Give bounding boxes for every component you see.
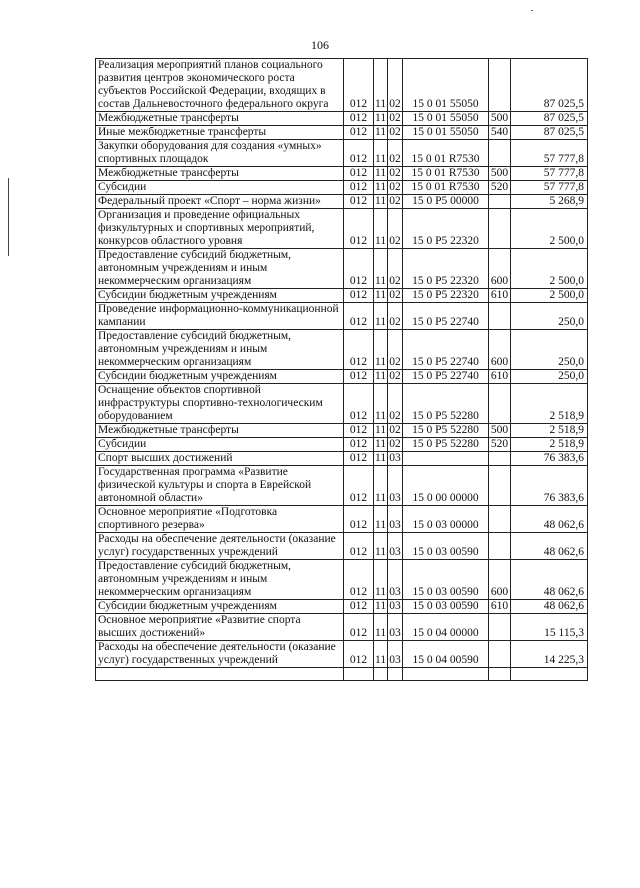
- expense-type-code: [489, 614, 511, 641]
- subsection-code: 02: [389, 370, 401, 382]
- amount: 76 383,6: [511, 466, 588, 506]
- target-item-code: 15 0 03 00590: [403, 533, 489, 560]
- section-code: 11: [375, 452, 387, 464]
- subsection-code: 02: [388, 303, 403, 330]
- amount: 2 500,0: [511, 249, 588, 289]
- subsection-code: 02: [388, 209, 403, 249]
- row-name: Расходы на обеспечение деятельности (оказание услуг) государственных учреждений: [96, 533, 344, 560]
- amount: 5 268,9: [511, 195, 588, 209]
- section-code: 11: [375, 181, 387, 193]
- ministry-code: 012: [344, 506, 374, 533]
- expense-type-code: [489, 59, 511, 112]
- subsection-code: 02: [389, 195, 401, 207]
- row-name: Межбюджетные трансферты: [96, 167, 344, 181]
- target-item-code: 15 0 01 55050: [403, 126, 489, 140]
- section-code: 11: [374, 303, 388, 330]
- target-item-code: 15 0 P5 52280: [403, 424, 489, 438]
- amount: 250,0: [511, 303, 588, 330]
- budget-table: [95, 58, 588, 681]
- ministry-code: 012: [344, 209, 374, 249]
- expense-type-code: [489, 195, 511, 209]
- blank-cell: [96, 668, 344, 681]
- table-row: [96, 209, 588, 249]
- target-item-code: 15 0 01 R7530: [403, 167, 489, 181]
- amount: 76 383,6: [511, 452, 588, 466]
- target-item-code: 15 0 P5 22740: [403, 303, 489, 330]
- expense-type-code: 520: [489, 181, 511, 195]
- subsection-code: 02: [388, 59, 403, 112]
- table-row: [96, 181, 588, 195]
- expense-type-code: 610: [489, 600, 511, 614]
- table-row: [96, 506, 588, 533]
- ministry-code: 012: [344, 140, 374, 167]
- expense-type-code: 600: [489, 330, 511, 370]
- target-item-code: 15 0 03 00590: [403, 560, 489, 600]
- row-name: Основное мероприятие «Развитие спорта высших достижений»: [96, 614, 344, 641]
- table-row: [96, 289, 588, 303]
- ministry-code: 012: [344, 452, 374, 466]
- ministry-code: 012: [344, 384, 374, 424]
- table-body: [96, 59, 588, 681]
- subsection-code: 02: [389, 289, 401, 301]
- row-name: Расходы на обеспечение деятельности (оказание услуг) государственных учреждений: [96, 641, 344, 668]
- table-row: [96, 614, 588, 641]
- target-item-code: 15 0 P5 22320: [403, 289, 489, 303]
- subsection-code: 03: [389, 600, 401, 612]
- row-name: Субсидии бюджетным учреждениям: [96, 370, 344, 384]
- section-code: 11: [374, 614, 388, 641]
- table-row: [96, 641, 588, 668]
- section-code: 11: [374, 330, 388, 370]
- expense-type-code: 500: [489, 167, 511, 181]
- section-code: 11: [375, 438, 387, 450]
- amount: 250,0: [511, 370, 588, 384]
- section-code: 11: [374, 506, 388, 533]
- target-item-code: 15 0 01 55050: [403, 112, 489, 126]
- amount: 2 518,9: [511, 384, 588, 424]
- section-code: 11: [375, 370, 387, 382]
- target-item-code: 15 0 P5 22320: [403, 249, 489, 289]
- table-row: [96, 330, 588, 370]
- target-item-code: 15 0 04 00590: [403, 641, 489, 668]
- subsection-code: 03: [389, 452, 401, 464]
- row-name: Предоставление субсидий бюджетным, автономным учреждениям и иным некоммерческим организациям: [96, 560, 344, 600]
- expense-type-code: 610: [489, 370, 511, 384]
- expense-type-code: 610: [489, 289, 511, 303]
- amount: 48 062,6: [511, 506, 588, 533]
- section-code: 11: [374, 249, 388, 289]
- section-code: 11: [375, 424, 387, 436]
- target-item-code: 15 0 01 R7530: [403, 181, 489, 195]
- section-code: 11: [375, 167, 387, 179]
- row-name: Реализация мероприятий планов социального развития центров экономического роста субъектов Российской Федерации, входящих в состав Дальневосточного федерального округа: [96, 59, 344, 112]
- table-row: [96, 167, 588, 181]
- amount: 87 025,5: [511, 126, 588, 140]
- row-name: Субсидии: [96, 181, 344, 195]
- subsection-code: 02: [389, 181, 401, 193]
- amount: 48 062,6: [511, 560, 588, 600]
- subsection-code: 02: [389, 112, 401, 124]
- subsection-code: 02: [389, 167, 401, 179]
- amount: 2 500,0: [511, 289, 588, 303]
- expense-type-code: 540: [489, 126, 511, 140]
- expense-type-code: 500: [489, 112, 511, 126]
- section-code: 11: [375, 112, 387, 124]
- ministry-code: 012: [344, 466, 374, 506]
- amount: 2 518,9: [511, 424, 588, 438]
- ministry-code: 012: [344, 560, 374, 600]
- row-name: Иные межбюджетные трансферты: [96, 126, 344, 140]
- blank-cell: [374, 668, 388, 681]
- amount: 15 115,3: [511, 614, 588, 641]
- subsection-code: 02: [389, 126, 401, 138]
- row-name: Проведение информационно-коммуникационной кампании: [96, 303, 344, 330]
- subsection-code: 03: [388, 641, 403, 668]
- ministry-code: 012: [344, 438, 374, 452]
- blank-cell: [489, 668, 511, 681]
- target-item-code: 15 0 P5 22740: [403, 370, 489, 384]
- subsection-code: 03: [388, 466, 403, 506]
- amount: 57 777,8: [511, 181, 588, 195]
- amount: 250,0: [511, 330, 588, 370]
- blank-cell: [511, 668, 588, 681]
- section-code: 11: [374, 466, 388, 506]
- expense-type-code: 600: [489, 249, 511, 289]
- section-code: 11: [374, 641, 388, 668]
- target-item-code: 15 0 P5 22320: [403, 209, 489, 249]
- target-item-code: 15 0 03 00590: [403, 600, 489, 614]
- expense-type-code: [489, 533, 511, 560]
- amount: 2 500,0: [511, 209, 588, 249]
- expense-type-code: [489, 466, 511, 506]
- blank-cell: [388, 668, 403, 681]
- table-row-blank: [96, 668, 588, 681]
- ministry-code: 012: [344, 181, 374, 195]
- row-name: Предоставление субсидий бюджетным, автономным учреждениям и иным некоммерческим организациям: [96, 249, 344, 289]
- subsection-code: 02: [388, 249, 403, 289]
- ministry-code: 012: [344, 59, 374, 112]
- target-item-code: 15 0 P5 52280: [403, 438, 489, 452]
- table-row: [96, 384, 588, 424]
- table-row: [96, 303, 588, 330]
- section-code: 11: [374, 384, 388, 424]
- subsection-code: 03: [388, 614, 403, 641]
- ministry-code: 012: [344, 424, 374, 438]
- subsection-code: 02: [389, 438, 401, 450]
- row-name: Федеральный проект «Спорт – норма жизни»: [96, 195, 344, 209]
- amount: 87 025,5: [511, 59, 588, 112]
- ministry-code: 012: [344, 370, 374, 384]
- target-item-code: 15 0 03 00000: [403, 506, 489, 533]
- section-code: 11: [375, 195, 387, 207]
- ministry-code: 012: [344, 289, 374, 303]
- subsection-code: 03: [388, 533, 403, 560]
- target-item-code: 15 0 00 00000: [403, 466, 489, 506]
- expense-type-code: [489, 641, 511, 668]
- section-code: 11: [375, 600, 387, 612]
- subsection-code: 02: [389, 424, 401, 436]
- table-row: [96, 112, 588, 126]
- target-item-code: 15 0 P5 22740: [403, 330, 489, 370]
- table-row: [96, 533, 588, 560]
- row-name: Межбюджетные трансферты: [96, 424, 344, 438]
- ministry-code: 012: [344, 112, 374, 126]
- row-name: Закупки оборудования для создания «умных» спортивных площадок: [96, 140, 344, 167]
- section-code: 11: [375, 289, 387, 301]
- ministry-code: 012: [344, 641, 374, 668]
- table-row: [96, 370, 588, 384]
- expense-type-code: [489, 140, 511, 167]
- ministry-code: 012: [344, 330, 374, 370]
- expense-type-code: [489, 506, 511, 533]
- row-name: Спорт высших достижений: [96, 452, 344, 466]
- subsection-code: 03: [388, 560, 403, 600]
- margin-line: [8, 178, 9, 256]
- expense-type-code: 520: [489, 438, 511, 452]
- row-name: Основное мероприятие «Подготовка спортивного резерва»: [96, 506, 344, 533]
- table-row: [96, 140, 588, 167]
- subsection-code: 02: [388, 140, 403, 167]
- target-item-code: 15 0 P5 52280: [403, 384, 489, 424]
- table-row: [96, 560, 588, 600]
- expense-type-code: [489, 303, 511, 330]
- section-code: 11: [374, 140, 388, 167]
- target-item-code: 15 0 01 R7530: [403, 140, 489, 167]
- table-row: [96, 126, 588, 140]
- page-number: 106: [311, 38, 329, 52]
- section-code: 11: [374, 560, 388, 600]
- target-item-code: 15 0 P5 00000: [403, 195, 489, 209]
- table-row: [96, 249, 588, 289]
- row-name: Оснащение объектов спортивной инфраструктуры спортивно-технологическим оборудованием: [96, 384, 344, 424]
- ministry-code: 012: [344, 303, 374, 330]
- blank-cell: [403, 668, 489, 681]
- ministry-code: 012: [344, 195, 374, 209]
- table-row: [96, 59, 588, 112]
- target-item-code: 15 0 01 55050: [403, 59, 489, 112]
- expense-type-code: 600: [489, 560, 511, 600]
- subsection-code: 03: [388, 506, 403, 533]
- amount: 57 777,8: [511, 167, 588, 181]
- amount: 14 225,3: [511, 641, 588, 668]
- section-code: 11: [375, 126, 387, 138]
- subsection-code: 02: [388, 330, 403, 370]
- table-row: [96, 424, 588, 438]
- target-item-code: 15 0 04 00000: [403, 614, 489, 641]
- subsection-code: 02: [388, 384, 403, 424]
- row-name: Субсидии бюджетным учреждениям: [96, 289, 344, 303]
- expense-type-code: [489, 209, 511, 249]
- expense-type-code: [489, 384, 511, 424]
- ministry-code: 012: [344, 249, 374, 289]
- table-row: [96, 466, 588, 506]
- expense-type-code: [489, 452, 511, 466]
- expense-type-code: 500: [489, 424, 511, 438]
- section-code: 11: [374, 533, 388, 560]
- row-name: Предоставление субсидий бюджетным, автономным учреждениям и иным некоммерческим организациям: [96, 330, 344, 370]
- table-row: [96, 600, 588, 614]
- row-name: Субсидии: [96, 438, 344, 452]
- row-name: Организация и проведение официальных физкультурных и спортивных мероприятий, конкурсов областного уровня: [96, 209, 344, 249]
- ministry-code: 012: [344, 600, 374, 614]
- amount: 2 518,9: [511, 438, 588, 452]
- row-name: Субсидии бюджетным учреждениям: [96, 600, 344, 614]
- ministry-code: 012: [344, 167, 374, 181]
- target-item-code: [403, 452, 489, 466]
- ministry-code: 012: [344, 126, 374, 140]
- section-code: 11: [374, 59, 388, 112]
- amount: 57 777,8: [511, 140, 588, 167]
- table-row: [96, 195, 588, 209]
- scan-speck: [531, 10, 533, 11]
- row-name: Межбюджетные трансферты: [96, 112, 344, 126]
- ministry-code: 012: [344, 533, 374, 560]
- blank-cell: [344, 668, 374, 681]
- ministry-code: 012: [344, 614, 374, 641]
- table-row: [96, 452, 588, 466]
- section-code: 11: [374, 209, 388, 249]
- amount: 48 062,6: [511, 600, 588, 614]
- amount: 48 062,6: [511, 533, 588, 560]
- amount: 87 025,5: [511, 112, 588, 126]
- row-name: Государственная программа «Развитие физической культуры и спорта в Еврейской автономной области»: [96, 466, 344, 506]
- table-row: [96, 438, 588, 452]
